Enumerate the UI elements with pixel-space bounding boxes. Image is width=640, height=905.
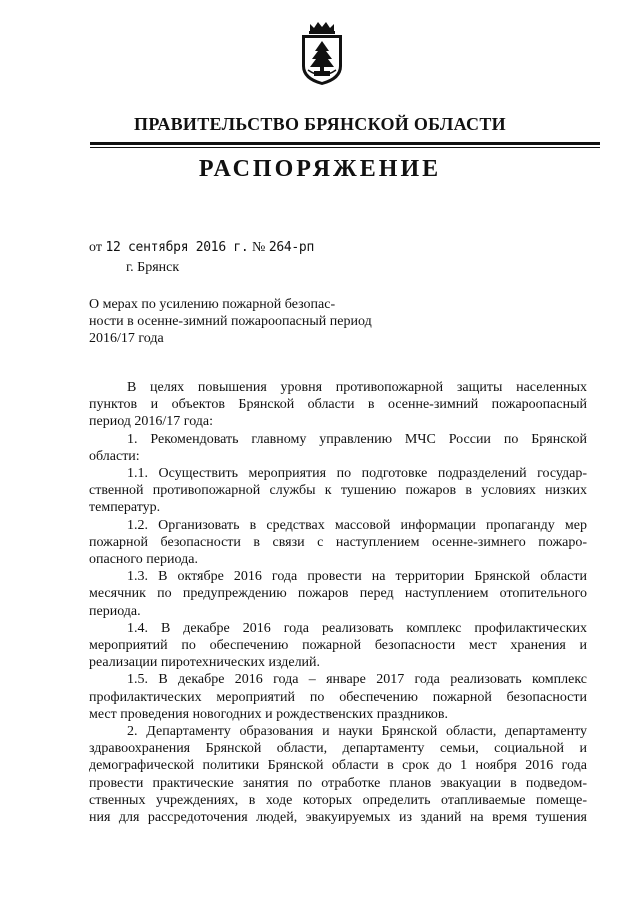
date-prefix: от: [89, 240, 102, 255]
body-line: температур.: [89, 500, 161, 516]
body-line: 1.2. Организовать в средствах массовой информации пропаганду мер: [127, 517, 587, 533]
header-rule-thick: [90, 142, 600, 145]
body-line: 1. Рекомендовать главному управлению МЧС России по Брянской: [127, 431, 587, 447]
body-line: мест проведения новогодних и рождественских праздников.: [89, 706, 449, 722]
header-rule-thin: [90, 147, 600, 148]
body-line: периода.: [89, 603, 141, 619]
document-subject: [89, 296, 389, 347]
document-city: г. Брянск: [126, 260, 180, 275]
body-line: 1.1. Осуществить мероприятия по подготовке подразделений государ-: [127, 466, 587, 482]
body-line: месячник по предупреждению пожаров перед наступлением отопительного: [89, 586, 587, 602]
body-line: профилактических мероприятий по обеспечению пожарной безопасности: [89, 689, 587, 705]
body-line: здравоохранения Брянской области, департаменту семьи, социальной и: [89, 741, 587, 757]
body-line: демографической политики Брянской области в срок до 1 ноября 2016 года: [89, 758, 587, 774]
body-line: ния для рассредоточения людей, эвакуируемых из зданий на время тушения: [89, 810, 587, 826]
body-line: 1.4. В декабре 2016 года реализовать комплекс профилактических: [127, 620, 587, 636]
number-sign: №: [251, 240, 266, 255]
government-title: ПРАВИТЕЛЬСТВО БРЯНСКОЙ ОБЛАСТИ: [134, 114, 506, 134]
body-line: провести практические занятия по отработке планов эвакуации в подведом-: [89, 775, 587, 791]
document-body: [89, 379, 587, 826]
body-line: ственной противопожарной службы к тушению пожаров в условиях низких: [89, 483, 587, 499]
subject-line: О мерах по усилению пожарной безопас-: [89, 297, 336, 312]
body-line: пунктов и объектов Брянской области в осенне-зимний пожароопасный: [89, 397, 587, 413]
body-line: период 2016/17 года:: [89, 414, 214, 430]
body-line: мероприятий по обеспечению пожарной безопасности мест хранения и: [89, 638, 587, 654]
subject-line: 2016/17 года: [89, 331, 164, 346]
date-number-line: [89, 240, 314, 256]
body-line: 1.3. В октябре 2016 года провести на территории Брянской области: [127, 569, 587, 585]
document-type-title: РАСПОРЯЖЕНИЕ: [198, 156, 442, 182]
body-line: реализации пиротехнических изделий.: [89, 655, 321, 671]
document-number: 264-рп: [268, 240, 314, 255]
body-line: пожарной безопасности в связи с наступлением осенне-зимнего пожаро-: [89, 534, 587, 550]
body-line: области:: [89, 448, 140, 464]
document-date: 12 сентября 2016 г.: [105, 240, 249, 255]
body-line: 2. Департаменту образования и науки Брянской области, департаменту: [127, 724, 587, 740]
body-line: В целях повышения уровня противопожарной защиты населенных: [127, 380, 587, 395]
subject-line: ности в осенне-зимний пожароопасный период: [89, 314, 372, 329]
coat-of-arms-icon: [296, 20, 348, 86]
body-line: ственных учреждениях, в ходе которых определить отапливаемые помеще-: [89, 792, 587, 808]
body-line: 1.5. В декабре 2016 года – январе 2017 года реализовать комплекс: [127, 672, 587, 688]
body-line: опасного периода.: [89, 552, 198, 568]
